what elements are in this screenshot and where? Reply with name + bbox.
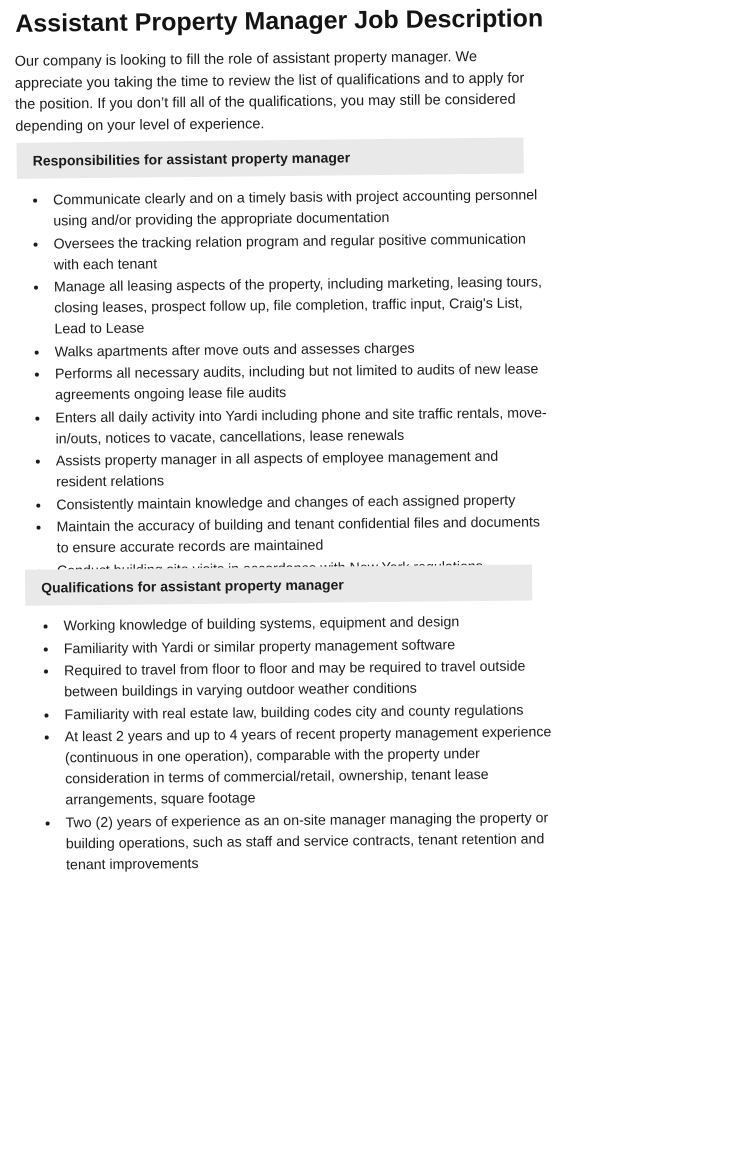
- list-item: • Communicate clearly and on a timely basis with project accounting personnel using and/or providing the appropriate documentation: [48, 184, 548, 232]
- page-title: Assistant Property Manager Job Description: [15, 4, 544, 38]
- list-item: • Assists property manager in all aspects of employee management and resident relations: [51, 445, 551, 493]
- list-item: • Working knowledge of building systems, equipment and design: [58, 610, 558, 637]
- qualifications-list: [36, 610, 561, 876]
- list-item: • Familiarity with Yardi or similar property management software: [59, 633, 559, 660]
- qualifications-heading: Qualifications for assistant property manager: [41, 576, 344, 596]
- responsibilities-header: [16, 138, 523, 179]
- list-item: • Two (2) years of experience as an on-site manager managing the property or building operations, such as staff and service contracts, tenant retention and tenant improvements: [61, 807, 562, 876]
- list-item: • Performs all necessary audits, including but not limited to audits of new lease agreements ongoing lease file audits: [50, 358, 550, 406]
- list-item: • Consistently maintain knowledge and changes of each assigned property: [51, 489, 551, 516]
- list-item: • Walks apartments after move outs and assesses charges: [50, 336, 550, 363]
- list-item: • Maintain the accuracy of building and tenant confidential files and documents to ensure accurate records are maintained: [51, 511, 551, 559]
- list-item: • Enters all daily activity into Yardi including phone and site traffic rentals, move-in/outs, notices to vacate, cancellations, lease renewals: [50, 402, 550, 450]
- list-item: • At least 2 years and up to 4 years of recent property management experience (continuous in one operation), comparable with the property under consideration in terms of commercial/retail, ownership, tenant lease arrangements, square footage: [60, 721, 561, 811]
- list-item: • Manage all leasing aspects of the property, including marketing, leasing tours, closing leases, prospect follow up, file completion, traffic input, Craig's List, Lead to Lease: [49, 271, 550, 340]
- qualifications-header: [25, 564, 532, 605]
- responsibilities-list: [26, 184, 552, 582]
- list-item: • Familiarity with real estate law, building codes city and county regulations: [59, 699, 559, 726]
- responsibilities-heading: Responsibilities for assistant property manager: [32, 149, 351, 169]
- intro-paragraph: Our company is looking to fill the role of assistant property manager. We appreciate you taking the time to review the list of qualifications and to apply for the position. If you don’t fill all of the qualifications, you may still be considered depending on your level of experience.: [14, 49, 525, 135]
- list-item: • Required to travel from floor to floor and may be required to travel outside between buildings in varying outdoor weather conditions: [59, 655, 559, 703]
- list-item: • Oversees the tracking relation program and regular positive communication with each tenant: [48, 228, 548, 276]
